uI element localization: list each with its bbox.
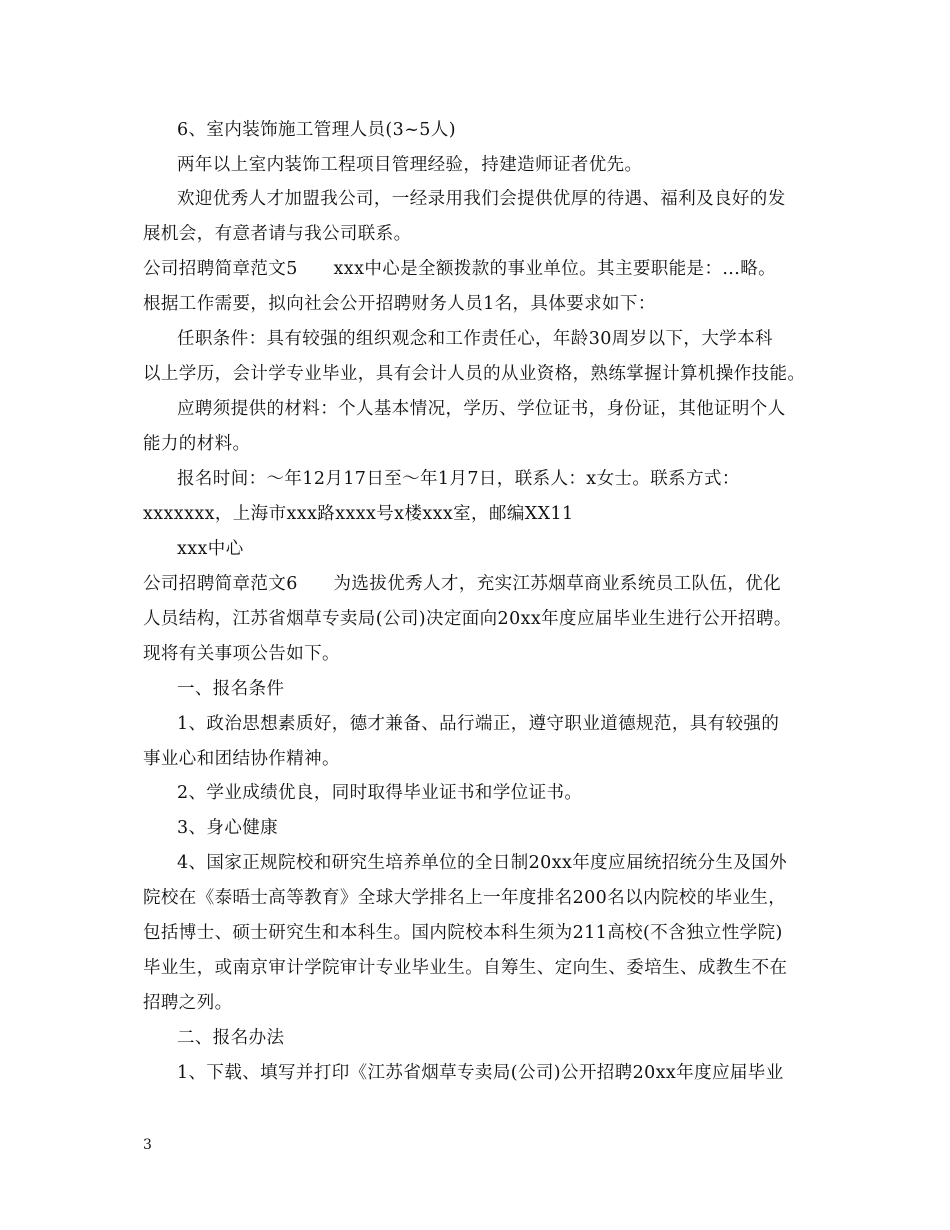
text-line: 两年以上室内装饰工程项目管理经验，持建造师证者优先。 [177, 155, 643, 175]
text-line: 能力的材料。 [143, 434, 251, 454]
text-line: 人员结构，江苏省烟草专卖局(公司)决定面向20xx年度应届毕业生进行公开招聘。 [143, 609, 792, 629]
text-line: 招聘之列。 [143, 993, 233, 1013]
text-line: 公司招聘简章范文5 xxx中心是全额拨款的事业单位。其主要职能是：...略。 [143, 259, 777, 279]
text-line: 6、室内装饰施工管理人员(3~5人) [177, 120, 456, 140]
text-line: 4、国家正规院校和研究生培养单位的全日制20xx年度应届统招统分生及国外 [177, 853, 788, 873]
text-line: 二、报名办法 [177, 1028, 285, 1048]
text-line: 1、政治思想素质好，德才兼备、品行端正，遵守职业道德规范，具有较强的 [177, 714, 780, 734]
text-line: xxxxxxx，上海市xxx路xxxx号x楼xxx室，邮编XX11 [143, 504, 574, 524]
text-line: 根据工作需要，拟向社会公开招聘财务人员1名，具体要求如下： [143, 294, 656, 314]
page-number: 3 [143, 1137, 152, 1153]
text-line: xxx中心 [177, 539, 244, 559]
text-line: 3、身心健康 [177, 818, 279, 838]
text-line: 应聘须提供的材料：个人基本情况，学历、学位证书，身份证，其他证明个人 [177, 399, 786, 419]
text-line: 展机会，有意者请与我公司联系。 [143, 224, 412, 244]
text-line: 事业心和团结协作精神。 [143, 749, 340, 769]
text-line: 毕业生，或南京审计学院审计专业毕业生。自筹生、定向生、委培生、成教生不在 [143, 958, 788, 978]
text-line: 现将有关事项公告如下。 [143, 644, 340, 664]
text-line: 院校在《泰晤士高等教育》全球大学排名上一年度排名200名以内院校的毕业生， [143, 888, 787, 908]
text-line: 欢迎优秀人才加盟我公司，一经录用我们会提供优厚的待遇、福利及良好的发 [177, 189, 786, 209]
text-line: 一、报名条件 [177, 679, 285, 699]
text-line: 公司招聘简章范文6 为选拔优秀人才，充实江苏烟草商业系统员工队伍，优化 [143, 574, 782, 594]
text-line: 1、下载、填写并打印《江苏省烟草专卖局(公司)公开招聘20xx年度应届毕业 [177, 1063, 784, 1083]
text-line: 包括博士、硕士研究生和本科生。国内院校本科生须为211高校(不含独立性学院) [143, 923, 783, 943]
text-line: 以上学历，会计学专业毕业，具有会计人员的从业资格，熟练掌握计算机操作技能。 [143, 364, 806, 384]
text-line: 任职条件：具有较强的组织观念和工作责任心，年龄30周岁以下，大学本科 [177, 329, 773, 349]
text-line: 2、学业成绩优良，同时取得毕业证书和学位证书。 [177, 783, 583, 803]
text-line: 报名时间：～年12月17日至～年1月7日，联系人：x女士。联系方式： [177, 469, 740, 489]
